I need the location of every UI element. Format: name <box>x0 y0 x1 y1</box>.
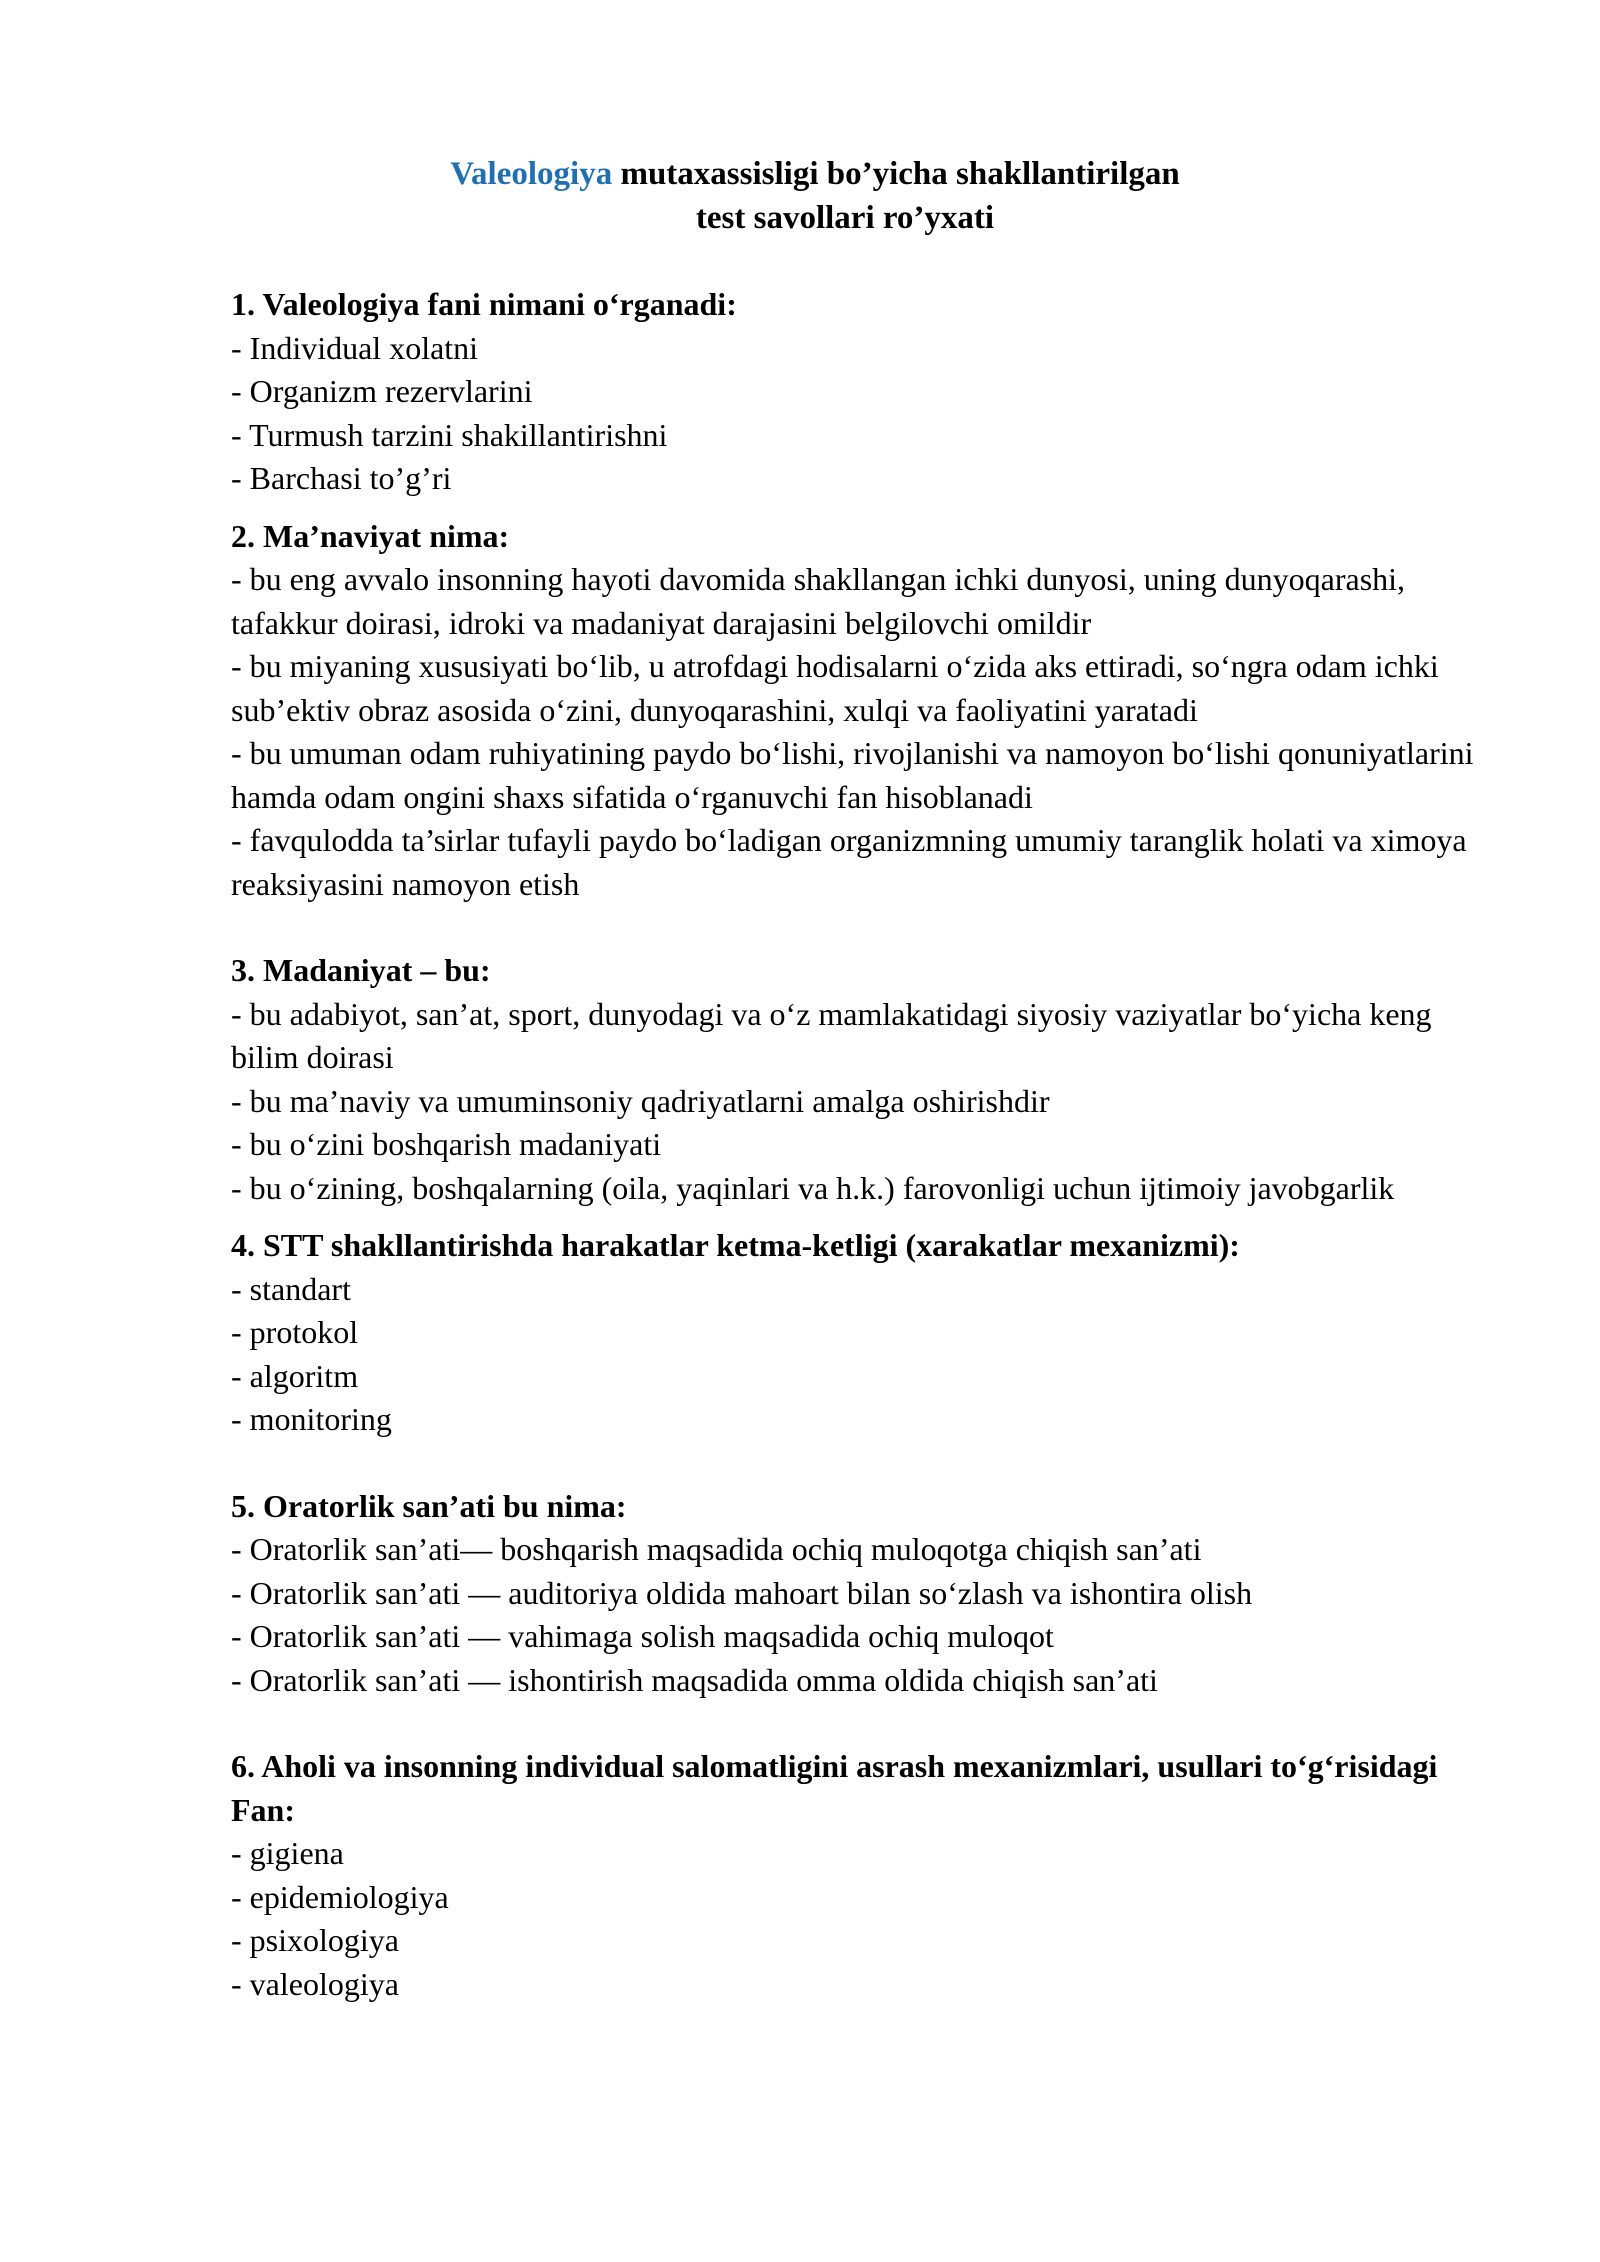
question-heading: 1. Valeologiya fani nimani o‘rganadi: <box>231 286 737 322</box>
questions-list <box>231 283 1491 2006</box>
answer-option: - Oratorlik san’ati— boshqarish maqsadida ochiq muloqotga chiqish san’ati <box>231 1531 1202 1567</box>
title-line-1-rest: mutaxassisligi bo’yicha shakllantirilgan <box>612 156 1180 192</box>
answer-option: - algoritm <box>231 1357 359 1394</box>
document-title <box>0 152 1600 240</box>
answer-option: - bu o‘zining, boshqalarning (oila, yaqinlari va h.k.) farovonligi uchun ijtimoiy javobgarlik <box>231 1169 1395 1206</box>
question-6 <box>231 1745 1491 2006</box>
answer-option: - Oratorlik san’ati — vahimaga solish maqsadida ochiq muloqot <box>231 1618 1054 1654</box>
answer-option: - bu eng avvalo insonning hayoti davomida shakllangan ichki dunyosi, uning dunyoqarashi, tafakkur doirasi, idroki va madaniyat darajasini belgilovchi omildir <box>231 561 1406 641</box>
question-heading: 5. Oratorlik san’ati bu nima: <box>231 1487 627 1524</box>
answer-option: - monitoring <box>231 1401 392 1437</box>
question-heading: 2. Ma’naviyat nima: <box>231 517 510 554</box>
answer-option: - gigiena <box>231 1835 344 1871</box>
answer-list <box>231 1528 1491 1702</box>
title-accent-word: Valeologiya <box>450 156 613 192</box>
answer-option: - bu o‘zini boshqarish madaniyati <box>231 1126 662 1162</box>
answer-list <box>231 1268 1491 1442</box>
question-1 <box>231 283 1491 501</box>
title-line-1 <box>0 152 1600 196</box>
answer-list <box>231 558 1491 906</box>
answer-list <box>231 327 1491 501</box>
question-5 <box>231 1485 1491 1703</box>
answer-list <box>231 1832 1491 2006</box>
spacer <box>231 1442 1491 1485</box>
answer-option: - Oratorlik san’ati — auditoriya oldida mahoart bilan so‘zlash va ishontira olish <box>231 1574 1253 1611</box>
spacer <box>231 906 1491 949</box>
answer-option: - Turmush tarzini shakillantirishni <box>231 416 668 453</box>
answer-option: - favqulodda ta’sirlar tufayli paydo bo‘ladigan organizmning umumiy taranglik holati va ximoya reaksiyasini namoyon etish <box>231 822 1467 902</box>
question-heading: 6. Aholi va insonning individual salomatligini asrash mexanizmlari, usullari to‘g‘risidagi Fan: <box>231 1748 1438 1828</box>
answer-option: - bu miyaning xususiyati bo‘lib, u atrofdagi hodisalarni o‘zida aks ettiradi, so‘ngra odam ichki sub’ektiv obraz asosida o‘zini, dunyoqarashini, xulqi va faoliyatini yaratadi <box>231 648 1439 728</box>
answer-list <box>231 993 1491 1211</box>
question-3 <box>231 949 1491 1210</box>
answer-option: - Barchasi to’g’ri <box>231 460 452 496</box>
question-4 <box>231 1224 1491 1442</box>
answer-option: - Individual xolatni <box>231 329 479 366</box>
spacer <box>231 1702 1491 1745</box>
answer-option: - epidemiologiya <box>231 1878 449 1915</box>
answer-option: - Organizm rezervlarini <box>231 373 533 409</box>
spacer <box>231 501 1491 515</box>
title-line-2: test savollari ro’yxati <box>695 200 995 236</box>
spacer <box>231 1210 1491 1224</box>
answer-option: - bu adabiyot, san’at, sport, dunyodagi va o‘z mamlakatidagi siyosiy vaziyatlar bo‘yicha keng bilim doirasi <box>231 995 1432 1075</box>
answer-option: - protokol <box>231 1314 359 1350</box>
answer-option: - bu ma’naviy va umuminsoniy qadriyatlarni amalga oshirishdir <box>231 1082 1050 1119</box>
answer-option: - Oratorlik san’ati — ishontirish maqsadida omma oldida chiqish san’ati <box>231 1661 1158 1698</box>
answer-option: - bu umuman odam ruhiyatining paydo bo‘lishi, rivojlanishi va namoyon bo‘lishi qonuniyatlarini hamda odam ongini shaxs sifatida o‘rganuvchi fan hisoblanadi <box>231 735 1474 815</box>
answer-option: - psixologiya <box>231 1922 399 1958</box>
question-heading: 3. Madaniyat – bu: <box>231 952 491 988</box>
question-2 <box>231 515 1491 907</box>
question-heading: 4. STT shakllantirishda harakatlar ketma-ketligi (xarakatlar mexanizmi): <box>231 1227 1240 1263</box>
answer-option: - valeologiya <box>231 1965 399 2002</box>
answer-option: - standart <box>231 1270 351 1307</box>
